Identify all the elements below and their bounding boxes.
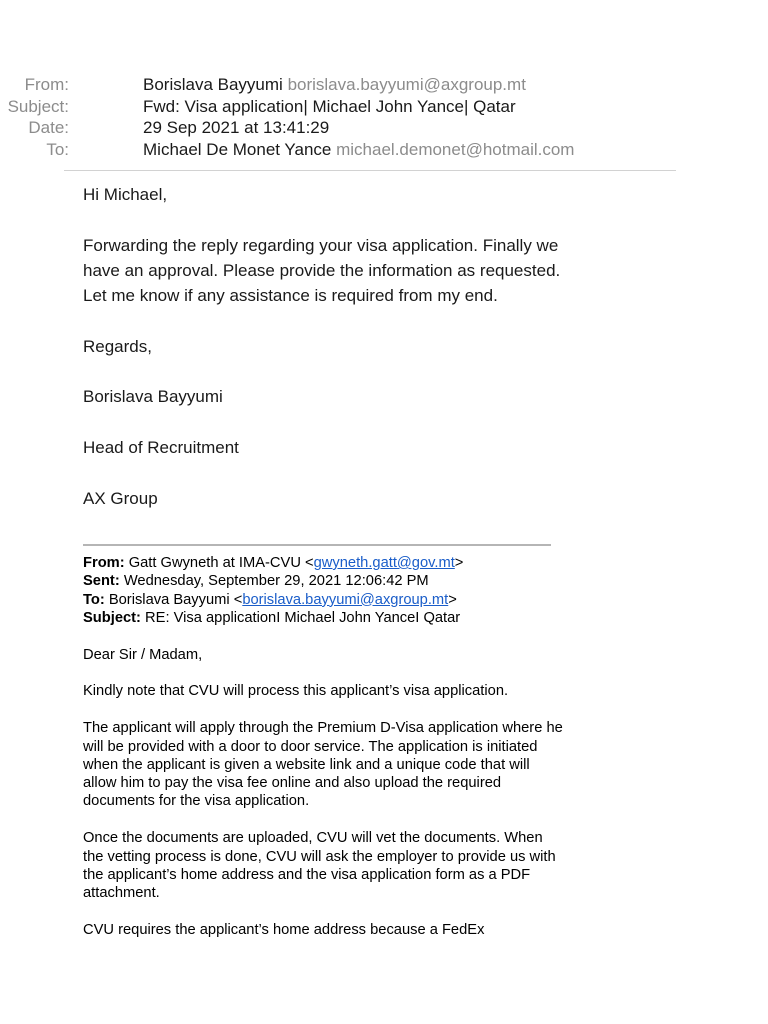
closing: Regards, xyxy=(83,336,152,356)
fwd-to-email-link[interactable]: borislava.bayyumi@axgroup.mt xyxy=(242,591,449,608)
date-label: Date: xyxy=(28,118,69,137)
fwd-paragraph-3: Once the documents are uploaded, CVU will vet the documents. When the vetting process is done, CVU will ask the employer to provide us with the applicant’s home address and the visa application form as a PDF attachment. xyxy=(83,830,556,902)
header-divider xyxy=(64,170,676,171)
fwd-subject-line xyxy=(83,609,563,627)
fwd-from-email-link[interactable]: gwyneth.gatt@gov.mt xyxy=(313,555,455,571)
subject-label: Subject: xyxy=(7,96,69,116)
fwd-to-line xyxy=(83,591,563,609)
to-value xyxy=(143,139,574,161)
greeting: Hi Michael, xyxy=(83,185,168,204)
header-to-row xyxy=(0,139,700,161)
to-name[interactable]: Michael De Monet Yance xyxy=(143,139,332,159)
fwd-sent-label: Sent: xyxy=(83,573,120,590)
from-email[interactable]: borislava.bayyumi@axgroup.mt xyxy=(287,75,526,94)
from-label: From: xyxy=(24,75,69,94)
message-paragraph: Forwarding the reply regarding your visa application. Finally we have an approval. Please provide the information as requested. Let me know if any assistance is required from my end. xyxy=(83,235,561,306)
fwd-sent-value: Wednesday, September 29, 2021 12:06:42 PM xyxy=(123,573,429,590)
forwarded-message xyxy=(83,554,563,939)
fwd-to-label: To: xyxy=(83,591,105,608)
signature-company: AX Group xyxy=(83,488,158,508)
fwd-salutation: Dear Sir / Madam, xyxy=(83,646,203,663)
message-body xyxy=(83,182,563,511)
to-email[interactable]: michael.demonet@hotmail.com xyxy=(336,139,575,159)
signature-name: Borislava Bayyumi xyxy=(83,387,223,407)
header-from-row xyxy=(0,74,700,96)
header-date-row xyxy=(0,117,700,139)
from-name[interactable]: Borislava Bayyumi xyxy=(143,75,283,94)
fwd-from-line xyxy=(83,554,563,572)
fwd-from-label: From: xyxy=(83,555,125,571)
from-value xyxy=(143,74,526,96)
signature-title: Head of Recruitment xyxy=(83,437,239,457)
fwd-from-close: > xyxy=(454,555,464,571)
forward-divider xyxy=(83,544,551,546)
fwd-from-name: Gatt Gwyneth at IMA-CVU < xyxy=(128,555,314,571)
email-header xyxy=(0,74,700,160)
fwd-to-name: Borislava Bayyumi < xyxy=(108,591,243,608)
fwd-to-close: > xyxy=(448,591,457,608)
fwd-paragraph-1: Kindly note that CVU will process this applicant’s visa application. xyxy=(83,683,509,700)
fwd-sent-line xyxy=(83,572,563,590)
fwd-subject-value: RE: Visa applicationI Michael John YanceI Qatar xyxy=(145,609,461,626)
header-subject-row xyxy=(0,96,700,118)
fwd-subject-label: Subject: xyxy=(83,609,141,626)
date-value: 29 Sep 2021 at 13:41:29 xyxy=(143,118,330,137)
fwd-paragraph-4: CVU requires the applicant’s home address because a FedEx xyxy=(83,921,485,938)
to-label: To: xyxy=(46,139,69,159)
fwd-paragraph-2: The applicant will apply through the Premium D-Visa application where he will be provided with a door to door service. The application is initiated when the applicant is given a website link and a unique code that will allow him to pay the visa fee online and also upload the required documents for the visa application. xyxy=(83,720,563,810)
subject-value: Fwd: Visa application| Michael John Yance| Qatar xyxy=(143,96,516,116)
